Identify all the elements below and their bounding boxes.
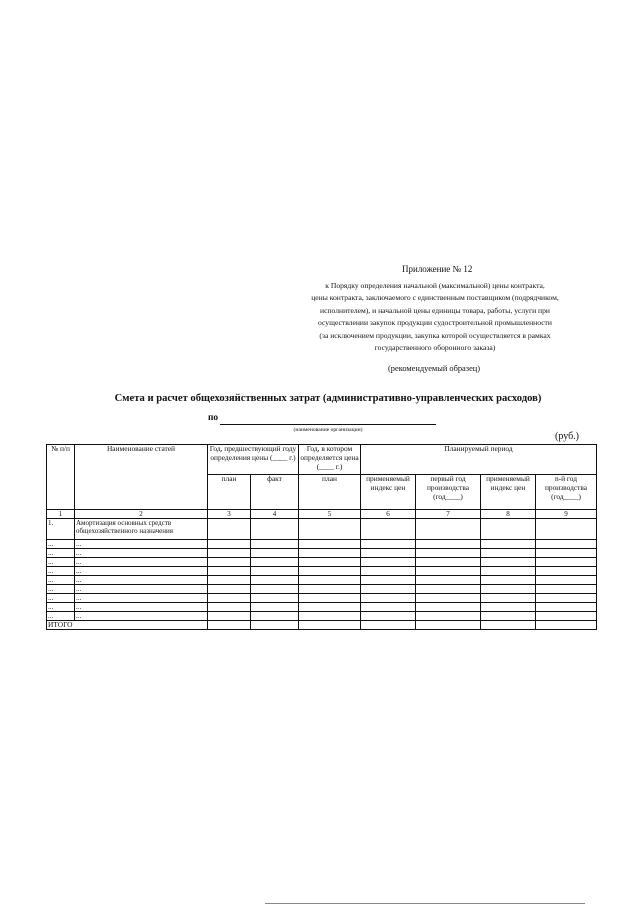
currency-label: (руб.) [555, 431, 579, 442]
table-row [47, 558, 597, 567]
column-number: 3 [208, 510, 251, 519]
sample-note: (рекомендуемый образец) [388, 364, 481, 373]
row-number: ... [47, 549, 75, 558]
appendix-description [270, 280, 600, 354]
row-name: ... [75, 540, 208, 549]
table-row [47, 603, 597, 612]
row-number: ... [47, 594, 75, 603]
column-number: 9 [536, 510, 597, 519]
table-row [47, 576, 597, 585]
header-plan: план [208, 475, 251, 510]
column-number: 5 [299, 510, 361, 519]
appendix-line: государственного оборонного заказа) [374, 343, 496, 353]
total-row [47, 621, 597, 630]
organization-name-line [220, 424, 436, 425]
column-number: 1 [47, 510, 75, 519]
column-number-row [47, 510, 597, 519]
row-number: ... [47, 558, 75, 567]
row-name: ... [75, 585, 208, 594]
row-number: 1. [47, 519, 75, 540]
row-number: ... [47, 576, 75, 585]
row-name: ... [75, 576, 208, 585]
table-row [47, 567, 597, 576]
row-name: ... [75, 549, 208, 558]
header-price-index-1: применяемый индекс цен [361, 475, 416, 510]
row-name: ... [75, 558, 208, 567]
row-number: ... [47, 612, 75, 621]
table-row [47, 549, 597, 558]
column-number: 4 [251, 510, 299, 519]
po-label: по [208, 413, 219, 423]
column-number: 8 [481, 510, 536, 519]
scan-edge-line [265, 903, 585, 904]
header-first-year: первый год производства (год____) [416, 475, 481, 510]
header-determination-year: Год, в котором определяется цена (____ г.) [299, 445, 361, 475]
appendix-line: (за исключением продукции, закупка которой осуществляется в рамках [319, 330, 551, 340]
header-planned-period: Планируемый период [361, 445, 597, 475]
appendix-line: исполнителем), и начальной цены единицы товара, работы, услуги при [320, 305, 550, 315]
table-row [47, 540, 597, 549]
table-row [47, 519, 597, 540]
column-number: 6 [361, 510, 416, 519]
row-number: ... [47, 540, 75, 549]
appendix-line: к Порядку определения начальной (максимальной) цены контракта, [325, 281, 545, 290]
header-plan-2: план [299, 475, 361, 510]
row-name: ... [75, 612, 208, 621]
header-nth-year: n-й год производства (год____) [536, 475, 597, 510]
column-number: 2 [75, 510, 208, 519]
appendix-line: осуществлении закупок продукции судостроительной промышленности [318, 318, 552, 328]
header-price-index-2: применяемый индекс цен [481, 475, 536, 510]
row-number: ... [47, 567, 75, 576]
total-label: ИТОГО [47, 621, 208, 630]
document-title: Смета и расчет общехозяйственных затрат (административно-управленческих расходов) [114, 393, 542, 404]
row-number: ... [47, 603, 75, 612]
header-name: Наименование статей [75, 445, 208, 510]
cost-estimate-table [46, 444, 597, 630]
header-fact: факт [251, 475, 299, 510]
table-row [47, 612, 597, 621]
appendix-title: Приложение № 12 [402, 264, 473, 274]
row-name: ... [75, 567, 208, 576]
table-row [47, 594, 597, 603]
row-name: ... [75, 603, 208, 612]
appendix-line: цены контракта, заключаемого с единственным поставщиком (подрядчиком, [311, 293, 559, 303]
column-number: 7 [416, 510, 481, 519]
header-prev-year: Год, предшествующий году определения цены (____ г.) [208, 445, 299, 475]
row-name: Амортизация основных средств общехозяйственного назначения [75, 519, 208, 540]
row-number: ... [47, 585, 75, 594]
organization-caption: (наименование организации) [293, 427, 363, 433]
table-row [47, 585, 597, 594]
row-name: ... [75, 594, 208, 603]
header-num: № п/п [47, 445, 75, 510]
